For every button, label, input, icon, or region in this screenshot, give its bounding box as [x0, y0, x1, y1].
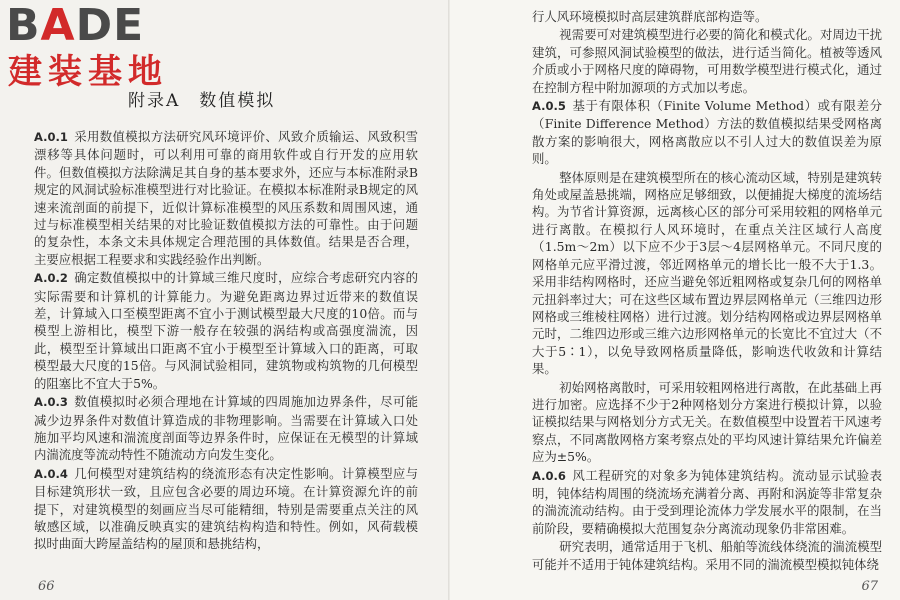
clause-a04: A.0.4 几何模型对建筑结构的绕流形态有决定性影响。计算模型应与目标建筑形状一致，且应包含必要的周边环境。在计算资源允许的前提下，对建筑模型的刻画应当尽可能精细，特别是需要重点关注的风敏感区域，以准确反映真实的建筑结构构造和特性。例如，风荷载模拟时曲面大跨屋盖结构的屋顶和悬挑结构，	[34, 465, 418, 552]
paragraph-turbulence-model: 研究表明，通常适用于飞机、船舶等流线体绕流的湍流模型可能并不适用于钝体建筑结构。采用不同的湍流模型模拟钝体绕	[532, 539, 882, 572]
clause-a04-continued: 行人风环境模拟时高层建筑群底部构造等。	[532, 9, 768, 24]
appendix-heading: 附录A 数值模拟	[128, 91, 276, 111]
logo-wordmark: BADE	[6, 0, 145, 51]
clause-a03: A.0.3 数值模拟时必须合理地在计算域的四周施加边界条件，尽可能减少边界条件对数值计算造成的非物理影响。当需要在计算域入口处施加平均风速和湍流度剖面等边界条件时，应保证在无模型的计算域内湍流度等流动特性不随流动方向发生变化。	[34, 394, 418, 463]
page-number-left: 66	[38, 579, 55, 594]
right-page	[450, 0, 900, 600]
page-number-right: 67	[861, 579, 878, 594]
logo-subtitle: 建装基地	[8, 52, 168, 92]
clause-a02: A.0.2 确定数值模拟中的计算域三维尺度时，应综合考虑研究内容的实际需要和计算机的计算能力。为避免距离边界过近带来的数值误差，计算域入口至模型距离不宜小于测试模型最大尺度的10倍。而与模型上游相比，模型下游一般存在较强的涡结构或高强度湍流，因此，模型至计算域出口距离不宜小于模型至计算域入口的距离，可取模型最大尺度的15倍。与风洞试验相同，建筑物或构筑物的几何模型的阻塞比不宜大于5%。	[34, 270, 418, 391]
clause-a01: A.0.1 采用数值模拟方法研究风环境评价、风致介质输运、风致积雪漂移等具体问题时，可以利用可靠的商用软件或自行开发的应用软件。但数值模拟方法除满足其自身的基本要求外，还应与本标准附录B规定的风洞试验标准模型进行对比验证。在模拟本标准附录B规定的风速来流剖面的前提下，近似计算标准模型的风压系数和周围风速，通过与标准模型相关结果的对比验证数值模拟方法的可靠性。由于问题的复杂性，本条文未具体规定合理范围的具体数值。结果是否合理，主要应根据工程要求和实践经验作出判断。	[34, 129, 418, 267]
clause-a05: A.0.5 基于有限体积（Finite Volume Method）或有限差分（Finite Difference Method）方法的数值模拟结果受网格离散方案的影响很大，网格离散应以不引人过大的数值误差为原则。	[532, 98, 882, 167]
clause-a06: A.0.6 风工程研究的对象多为钝体建筑结构。流动显示试验表明，钝体结构周围的绕流场充满着分离、再附和涡旋等非常复杂的湍流流动结构。由于受到理论流体力学发展水平的限制，在当前阶段，要精确模拟大范围复杂分离流动现象仍非常困难。	[532, 467, 882, 536]
paragraph-mesh-refinement: 初始网格离散时，可采用较粗网格进行离散，在此基础上再进行加密。应选择不少于2种网格划分方案进行模拟计算，以验证模拟结果与网格划分方式无关。在数值模型中设置若干风速考察点，不同离散网格方案考察点处的平均风速计算结果允许偏差应为±5%。	[532, 379, 882, 465]
paragraph-model-simplification: 视需要可对建筑模型进行必要的简化和模式化。对周边干扰建筑，可参照风洞试验模型的做法，进行适当简化。植被等透风介质或小于网格尺度的障碍物，可用数学模型进行模式化，通过在控制方程中附加源项的方式加以考虑。	[532, 27, 882, 95]
bade-logo	[6, 2, 216, 96]
paragraph-mesh-principle: 整体原则是在建筑模型所在的核心流动区域，特别是建筑转角处或屋盖悬挑端，网格应足够细致，以便捕捉大梯度的流场结构。为节省计算资源，远离核心区的部分可采用较粗的网格单元进行离散。在模拟行人风环境时，在重点关注区域行人高度（1.5m～2m）以下应不少于3层～4层网格单元。不同尺度的网格单元应平滑过渡，邻近网格单元的增长比一般不大于1.3。采用非结构网格时，还应当避免邻近粗网格或复杂几何的网格单元扭斜率过大；可在这些区域布置边界层网格单元（三维四边形网格或三维棱柱网格）进行过渡。划分结构网格或边界层网格单元时，二维四边形或三维六边形网格单元的长宽比不宜过大（不大于5∶1），以免导致网格质量降低，影响迭代收敛和计算结果。	[532, 169, 882, 377]
right-body-text	[532, 8, 882, 574]
left-body-text	[34, 128, 418, 554]
